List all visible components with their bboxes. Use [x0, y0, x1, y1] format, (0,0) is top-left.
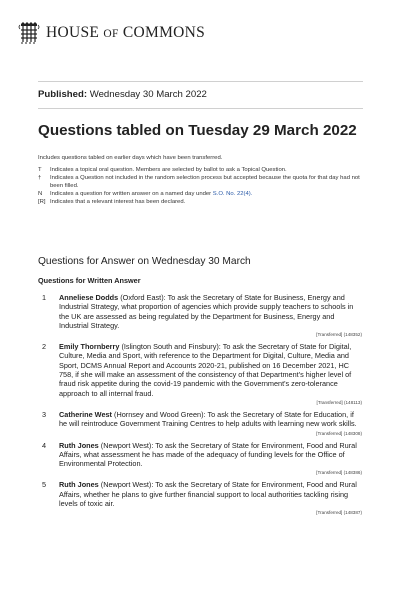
member-name: Ruth Jones [59, 440, 99, 450]
standing-order-link[interactable]: S.O. No. 22(4). [212, 191, 253, 197]
house-title [46, 24, 205, 42]
member-name: Catherine West [59, 409, 112, 419]
question-text: To ask the Secretary of State for Business, Energy and Industrial Strategy, what proportion of agencies which provide supply teachers to schools in the UK are assessed as being regulated by the Department for Business, Energy and Industrial Strategy. [59, 293, 354, 330]
legend-text-wrap [50, 190, 368, 198]
legend-symbol: † [38, 175, 42, 181]
question-number: 5 [42, 480, 47, 490]
question-ref: [Transferred] (148387) [316, 510, 362, 516]
member-name: Anneliese Dodds [59, 293, 119, 302]
question-item [38, 441, 362, 477]
question-text: To ask the Secretary of State for Digital, Culture, Media and Sport, with reference to the Department for Digital, Culture, Media and Sport, DCMS Annual Report and Accounts 2020-21, published on 16 December 2021, HC 758, if she will make an assessment of the consistency of that Department's higher level of fraud risk appetite during the covid-19 pandemic with the Government's zero-tolerance approach to all internal fraud. [59, 342, 352, 398]
legend-symbol: N [38, 191, 43, 197]
question-ref: [Transferred] (148352) [316, 332, 362, 338]
legend-item [38, 166, 368, 174]
legend-symbol: T [38, 167, 42, 173]
divider-bottom [38, 108, 363, 109]
question-item [38, 480, 362, 516]
question-ref: [Transferred] (148308) [316, 430, 362, 436]
legend-text: Indicates a question for written answer on a named day under [50, 191, 212, 197]
legend-symbol: [R] [38, 199, 46, 205]
question-number: 2 [42, 342, 47, 352]
question-number: 4 [42, 440, 47, 450]
legend-item [38, 190, 368, 198]
page-header [18, 20, 205, 46]
legend [38, 166, 368, 206]
question-number: 1 [42, 293, 47, 302]
question-body [59, 480, 362, 516]
question-item [38, 293, 362, 338]
published-line [38, 89, 207, 100]
legend-text: Indicates that a relevant interest has been declared. [50, 199, 186, 205]
subheading: Questions for Written Answer [38, 276, 141, 285]
intro-text: Includes questions tabled on earlier days which have been transferred. [38, 155, 223, 161]
legend-item [38, 174, 368, 190]
legend-text: Indicates a topical oral question. Members are selected by ballot to ask a Topical Question. [50, 167, 287, 173]
commons-word: COMMONS [122, 24, 206, 41]
question-text: To ask the Secretary of State for Environment, Food and Rural Affairs, whether he plans to give further financial support to local authorities tackling rising levels of toxic air. [59, 480, 357, 509]
question-body [59, 410, 362, 437]
question-number: 3 [42, 409, 47, 419]
legend-text: Indicates a Question not included in the random selection process but accepted because the quota for that day had not been filled. [50, 175, 360, 189]
member-name: Ruth Jones [59, 480, 99, 490]
page-title: Questions tabled on Tuesday 29 March 2022 [38, 122, 357, 139]
question-body [59, 441, 362, 477]
question-text: To ask the Secretary of State for Environment, Food and Rural Affairs, what assessment he has made of the adequacy of funding levels for the Office of Environmental Protection. [59, 440, 357, 469]
question-body [59, 293, 362, 338]
question-text: To ask the Secretary of State for Education, if he will reintroduce Government Training Centres to help adults with learning new work skills. [59, 409, 357, 429]
published-label: Published: [38, 89, 88, 100]
section-heading: Questions for Answer on Wednesday 30 March [38, 256, 251, 267]
constituency: (Newport West): [100, 440, 154, 450]
question-ref: [Transferred] (148113) [316, 399, 362, 405]
question-item [38, 410, 362, 437]
member-name: Emily Thornberry [59, 342, 120, 352]
constituency: (Newport West): [100, 480, 154, 490]
question-item [38, 342, 362, 406]
house-word: HOUSE [46, 24, 100, 41]
constituency: (Islington South and Finsbury): [121, 342, 221, 352]
question-ref: [Transferred] (148386) [316, 470, 362, 476]
question-body [59, 342, 362, 406]
portcullis-icon [18, 21, 40, 45]
legend-item [38, 198, 368, 206]
of-word: OF [103, 28, 119, 40]
published-date: Wednesday 30 March 2022 [89, 89, 207, 100]
constituency: (Oxford East): [120, 293, 166, 302]
questions-list [38, 293, 362, 520]
constituency: (Hornsey and Wood Green): [114, 409, 206, 419]
divider-top [38, 81, 363, 82]
